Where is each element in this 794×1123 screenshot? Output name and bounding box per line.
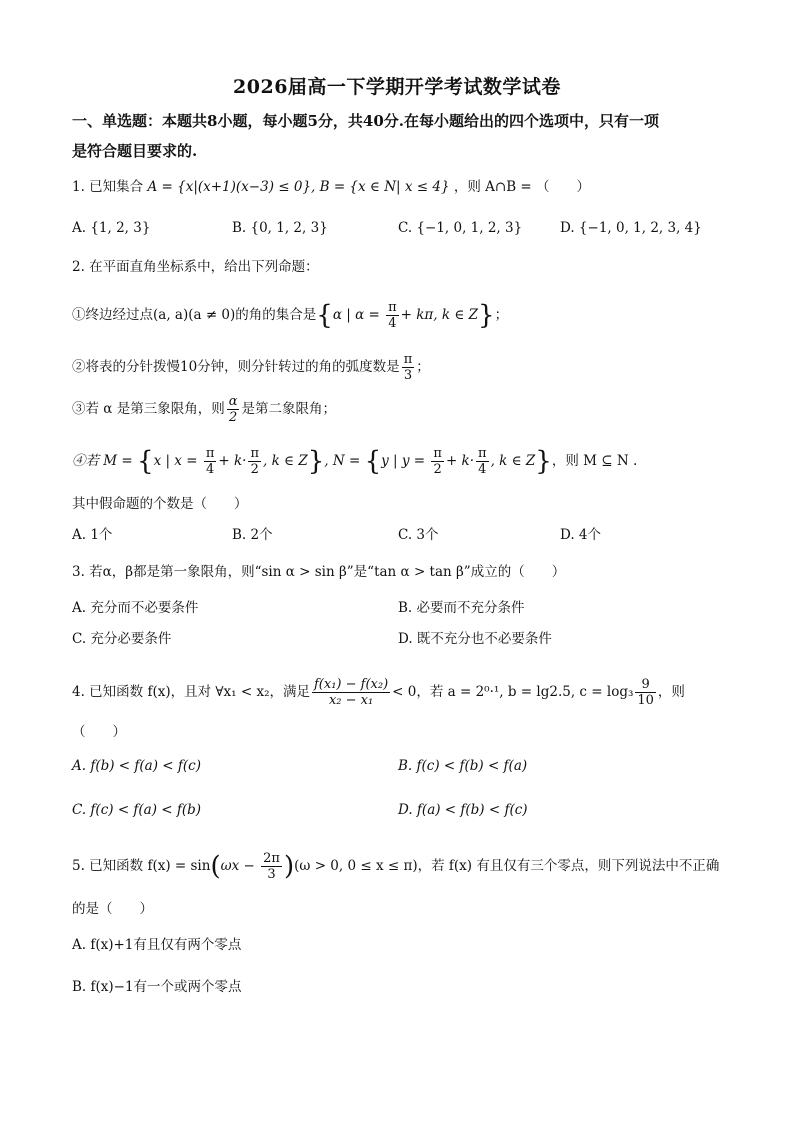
q1-option-b: B. {0, 1, 2, 3} xyxy=(232,220,328,236)
q5-line2: 的是（ ） xyxy=(72,901,153,917)
q1-option-c: C. {−1, 0, 1, 2, 3} xyxy=(398,220,523,236)
q3-option-c: C. 充分必要条件 xyxy=(72,631,172,647)
q2-p4-m-label: ④若 M = xyxy=(72,453,138,469)
q2-p4-n-label: , N = xyxy=(324,453,365,469)
q2-proposition-4: ④若 M = {x | x = $\frac{\pi}{4}$ + k· $\frac{\pi}{2}$ , k ∈ Z}, N = {y | y = $\frac{\pi}{2}$ + k· $\frac{\pi}{4}$ , k ∈ Z}，则 M ⊆ N . xyxy=(72,446,638,477)
q2-p1-set: α | α = xyxy=(332,307,385,323)
q5-text: 5. 已知函数 f(x) = sin xyxy=(72,858,211,874)
q4-option-b: B. f(c) < f(b) < f(a) xyxy=(398,758,528,774)
q2-option-c: C. 3个 xyxy=(398,527,439,543)
q4-text: 4. 已知函数 f(x)，且对 ∀x₁ < x₂，满足 xyxy=(72,684,310,700)
q2-option-b: B. 2个 xyxy=(232,527,273,543)
q1-option-d: D. {−1, 0, 1, 2, 3, 4} xyxy=(560,220,702,236)
q2-p1-text: ①终边经过点(a, a)(a ≠ 0)的角的集合是 xyxy=(72,307,317,323)
question-1-stem xyxy=(72,177,722,197)
question-4-stem: 4. 已知函数 f(x)，且对 ∀x₁ < x₂，满足 $\frac{\text{f(x₁) − f(x₂)}}{\text{x₂ − x₁}}$ < 0，若 a = 2⁰·¹, b = lg2.5, c = log₃ $\frac{9}{10}$ ，则 xyxy=(72,677,685,708)
q2-proposition-3 xyxy=(72,394,722,425)
q2-p3-text: ③若 α 是第三象限角，则 xyxy=(72,401,225,417)
q2-p1-fraction: $\frac{\pi}{4}$ xyxy=(388,300,397,331)
question-5-stem: 5. 已知函数 f(x) = sin(ωx − $\frac{2\pi}{3}$ )(ω > 0, 0 ≤ x ≤ π)，若 f(x) 有且仅有三个零点，则下列说法中不正确 xyxy=(72,851,720,882)
q3-option-b: B. 必要而不充分条件 xyxy=(398,600,525,616)
question-3-stem: 3. 若α，β都是第一象限角，则“sin α > sin β”是“tan α > tan β”成立的（ ） xyxy=(72,564,566,580)
q2-p2-fraction: $\frac{\pi}{3}$ xyxy=(403,352,413,383)
q4-option-d: D. f(a) < f(b) < f(c) xyxy=(398,802,528,818)
q2-proposition-2: ②将表的分针拨慢10分钟，则分针转过的角的弧度数是 $\frac{\pi}{3}$ ； xyxy=(72,352,430,383)
q4-paren: （ ） xyxy=(72,724,126,740)
q2-p3-fraction: $\frac{\alpha}{2}$ xyxy=(228,394,238,425)
q1-sets: A = {x|(x+1)(x−3) ≤ 0}, B = {x ∈ N| x ≤ 4} xyxy=(147,179,450,195)
q5-condition: (ω > 0, 0 ≤ x ≤ π)，若 f(x) 有且仅有三个零点，则下列说法中不正确 xyxy=(294,858,720,874)
section-header-line2: 是符合题目要求的. xyxy=(72,142,198,160)
q5-option-b: B. f(x)−1有一个或两个零点 xyxy=(72,979,242,995)
q1-suffix: ，则 A∩B = （ ） xyxy=(453,179,591,195)
q5-option-a: A. f(x)+1有且仅有两个零点 xyxy=(72,937,242,953)
q4-fraction: $\frac{\text{f(x₁) − f(x₂)}}{\text{x₂ − x₁}}$ xyxy=(314,677,389,708)
q3-option-d: D. 既不充分也不必要条件 xyxy=(398,631,552,647)
exam-title: 2026届高一下学期开学考试数学试卷 xyxy=(233,76,561,98)
section-header-line1: 一、单选题：本题共8小题，每小题5分，共40分.在每小题给出的四个选项中，只有一项 xyxy=(72,112,659,130)
q2-ask: 其中假命题的个数是（ ） xyxy=(72,496,248,512)
question-2-stem: 2. 在平面直角坐标系中，给出下列命题： xyxy=(72,259,319,275)
q1-prefix: 1. 已知集合 xyxy=(72,179,144,195)
q4-option-a: A. f(b) < f(a) < f(c) xyxy=(72,758,201,774)
q3-option-a: A. 充分而不必要条件 xyxy=(72,600,199,616)
q1-option-a: A. {1, 2, 3} xyxy=(72,220,151,236)
q2-option-d: D. 4个 xyxy=(560,527,602,543)
q2-p1-set-tail: + kπ, k ∈ Z xyxy=(400,307,479,323)
q2-p4-conclusion: ，则 M ⊆ N . xyxy=(551,453,638,469)
q2-proposition-1: ①终边经过点(a, a)(a ≠ 0)的角的集合是{α | α = $\frac{\pi}{4}$ + kπ, k ∈ Z}； xyxy=(72,300,509,331)
q2-p2-text: ②将表的分针拨慢10分钟，则分针转过的角的弧度数是 xyxy=(72,359,400,375)
q4-values: < 0，若 a = 2⁰·¹, b = lg2.5, c = log₃ xyxy=(392,684,634,700)
q2-p3-text-tail: 是第二象限角； xyxy=(241,401,336,417)
q4-option-c: C. f(c) < f(a) < f(b) xyxy=(72,802,202,818)
q2-option-a: A. 1个 xyxy=(72,527,113,543)
